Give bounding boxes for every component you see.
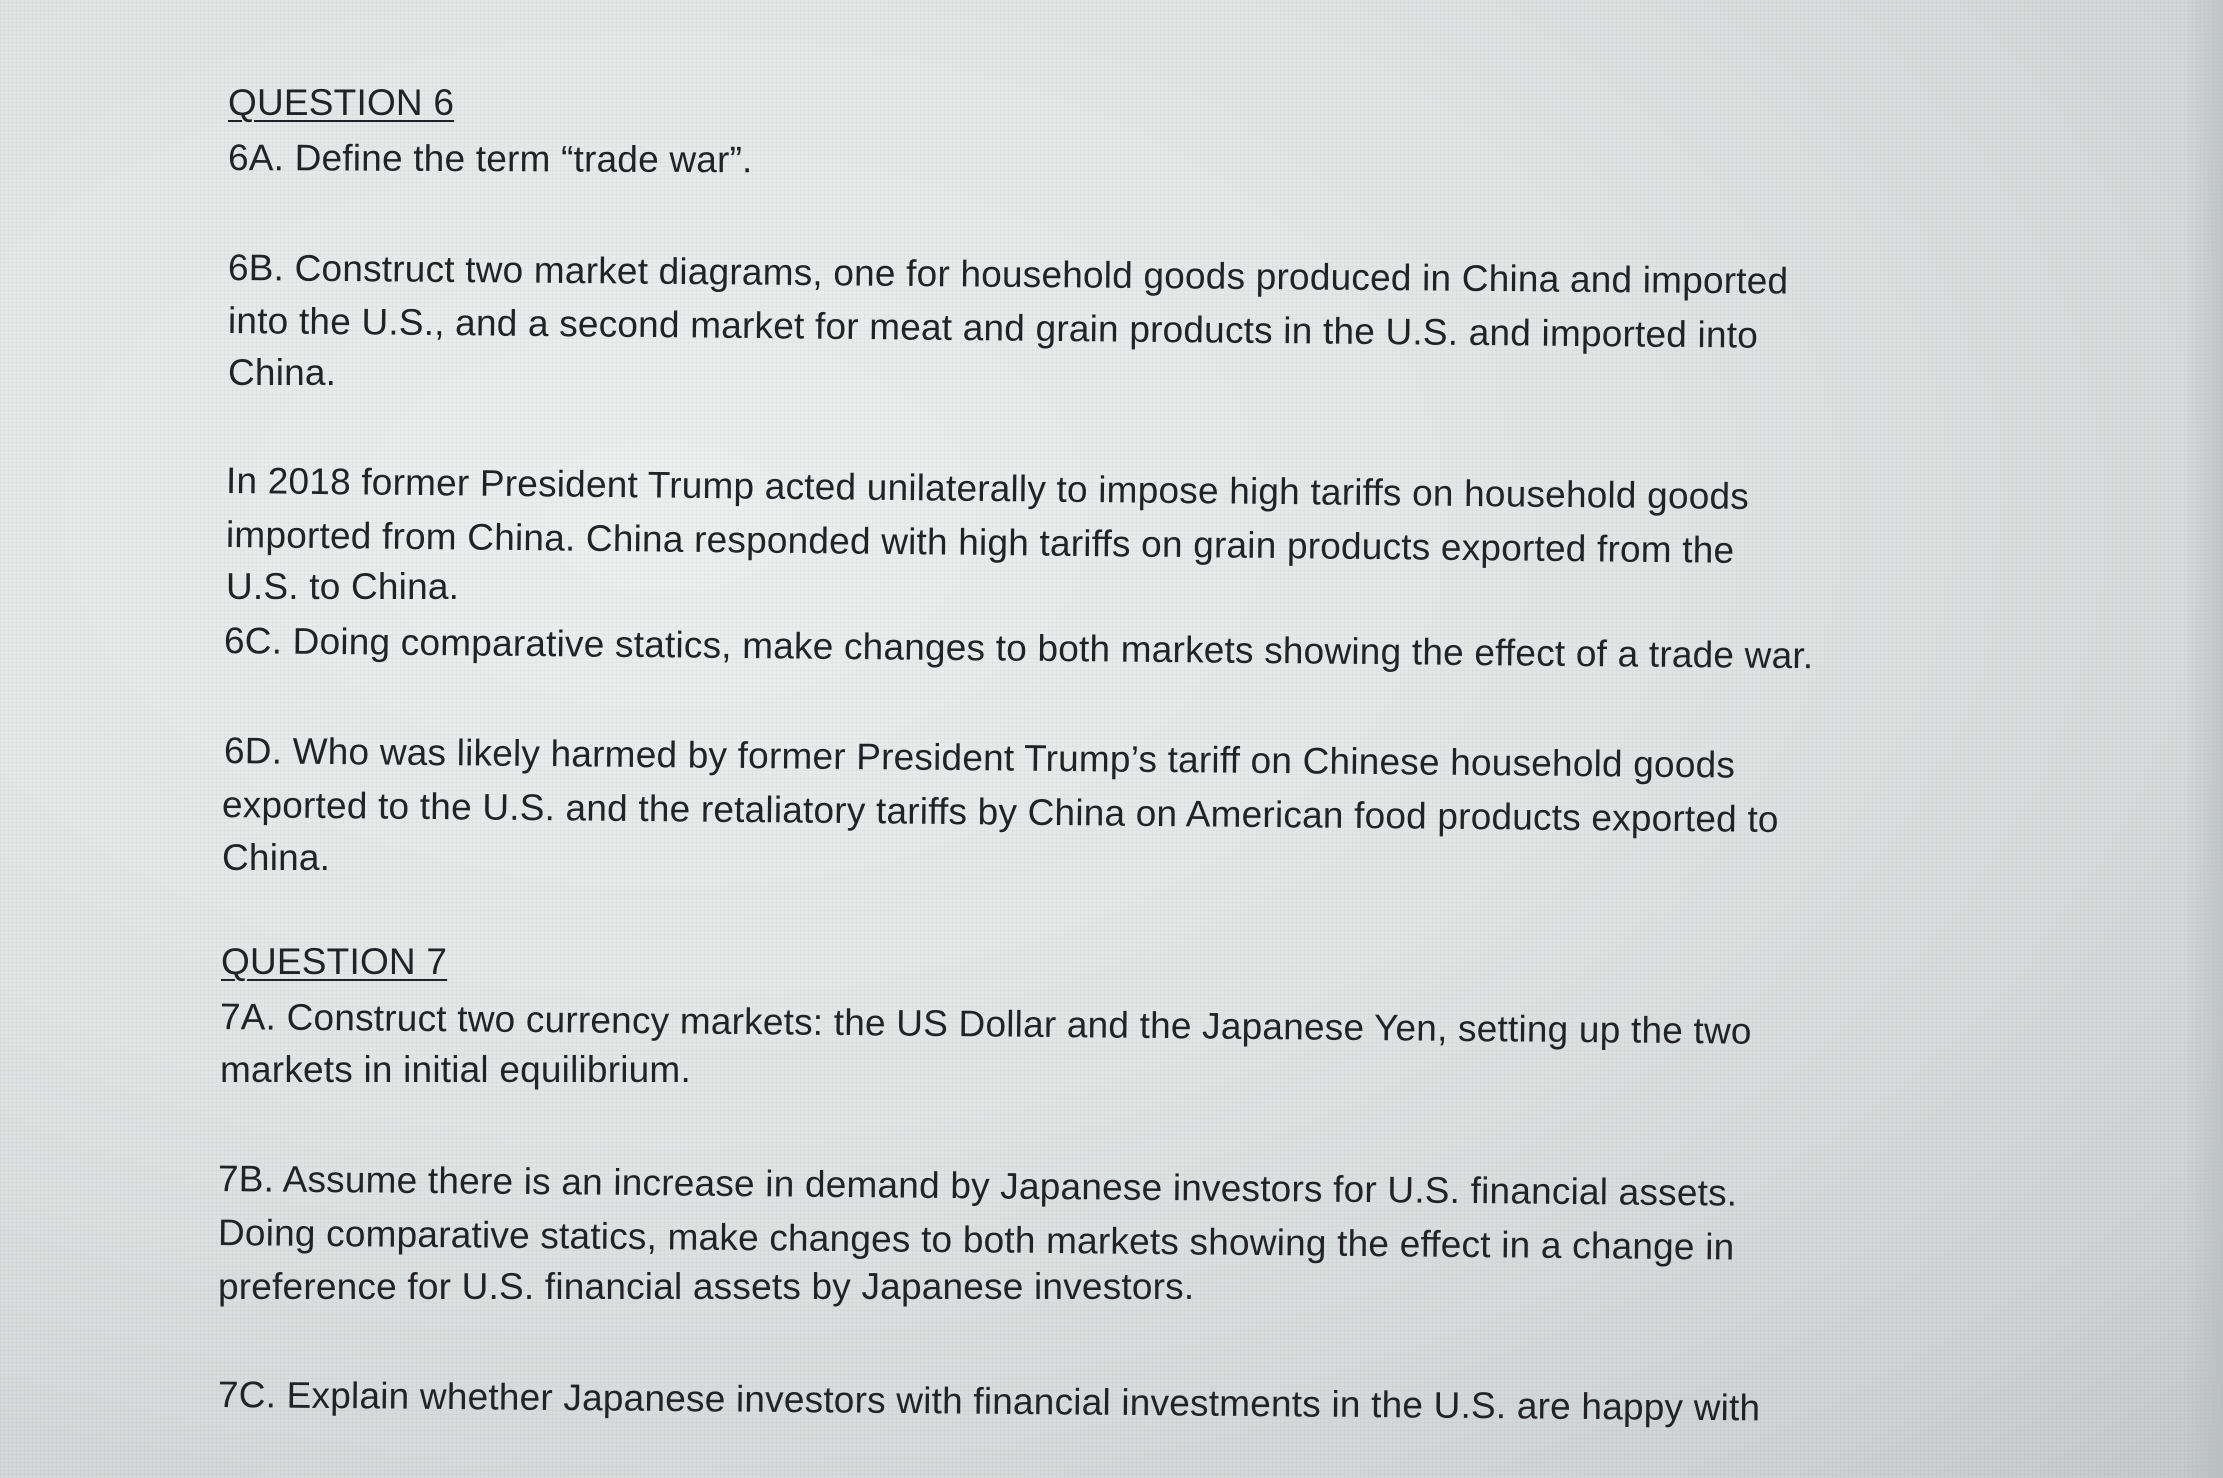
question-6a-text: 6A. Define the term “trade war”.: [227, 137, 753, 181]
question-7b-line-3: preference for U.S. financial assets by Japanese investors.: [218, 1266, 1195, 1307]
question-7b-line-1: 7B. Assume there is an increase in demand by Japanese investors for U.S. financial assets.: [217, 1158, 1738, 1214]
question-6-context-line-1: In 2018 former President Trump acted unilaterally to impose high tariffs on household goods: [225, 460, 1750, 517]
question-6-context-line-2: imported from China. China responded with high tariffs on grain products exported from the: [225, 514, 1735, 571]
question-6b-line-1: 6B. Construct two market diagrams, one for household goods produced in China and imported: [227, 247, 1789, 302]
question-6-heading: QUESTION 6: [228, 82, 455, 123]
question-7a-line-1: 7A. Construct two currency markets: the US Dollar and the Japanese Yen, setting up the two: [219, 996, 1752, 1052]
question-6d-line-2: exported to the U.S. and the retaliatory tariffs by China on American food products exported to: [221, 784, 1779, 840]
question-6c-text: 6C. Doing comparative statics, make changes to both markets showing the effect of a trade war.: [223, 620, 1814, 677]
screen-edge-shadow: [2183, 0, 2223, 1478]
question-7b-line-2: Doing comparative statics, make changes to both markets showing the effect in a change in: [217, 1212, 1735, 1268]
question-6b-line-3: China.: [228, 352, 337, 393]
question-7a-line-2: markets in initial equilibrium.: [220, 1049, 691, 1090]
question-6d-line-3: China.: [222, 837, 331, 878]
question-7-heading: QUESTION 7: [221, 941, 448, 982]
question-6b-line-2: into the U.S., and a second market for meat and grain products in the U.S. and imported into: [227, 300, 1759, 356]
question-6d-line-1: 6D. Who was likely harmed by former President Trump’s tariff on Chinese household goods: [223, 730, 1736, 786]
question-6-context-line-3: U.S. to China.: [226, 566, 460, 607]
question-7c-line-1: 7C. Explain whether Japanese investors with financial investments in the U.S. are happy with: [217, 1374, 1761, 1429]
